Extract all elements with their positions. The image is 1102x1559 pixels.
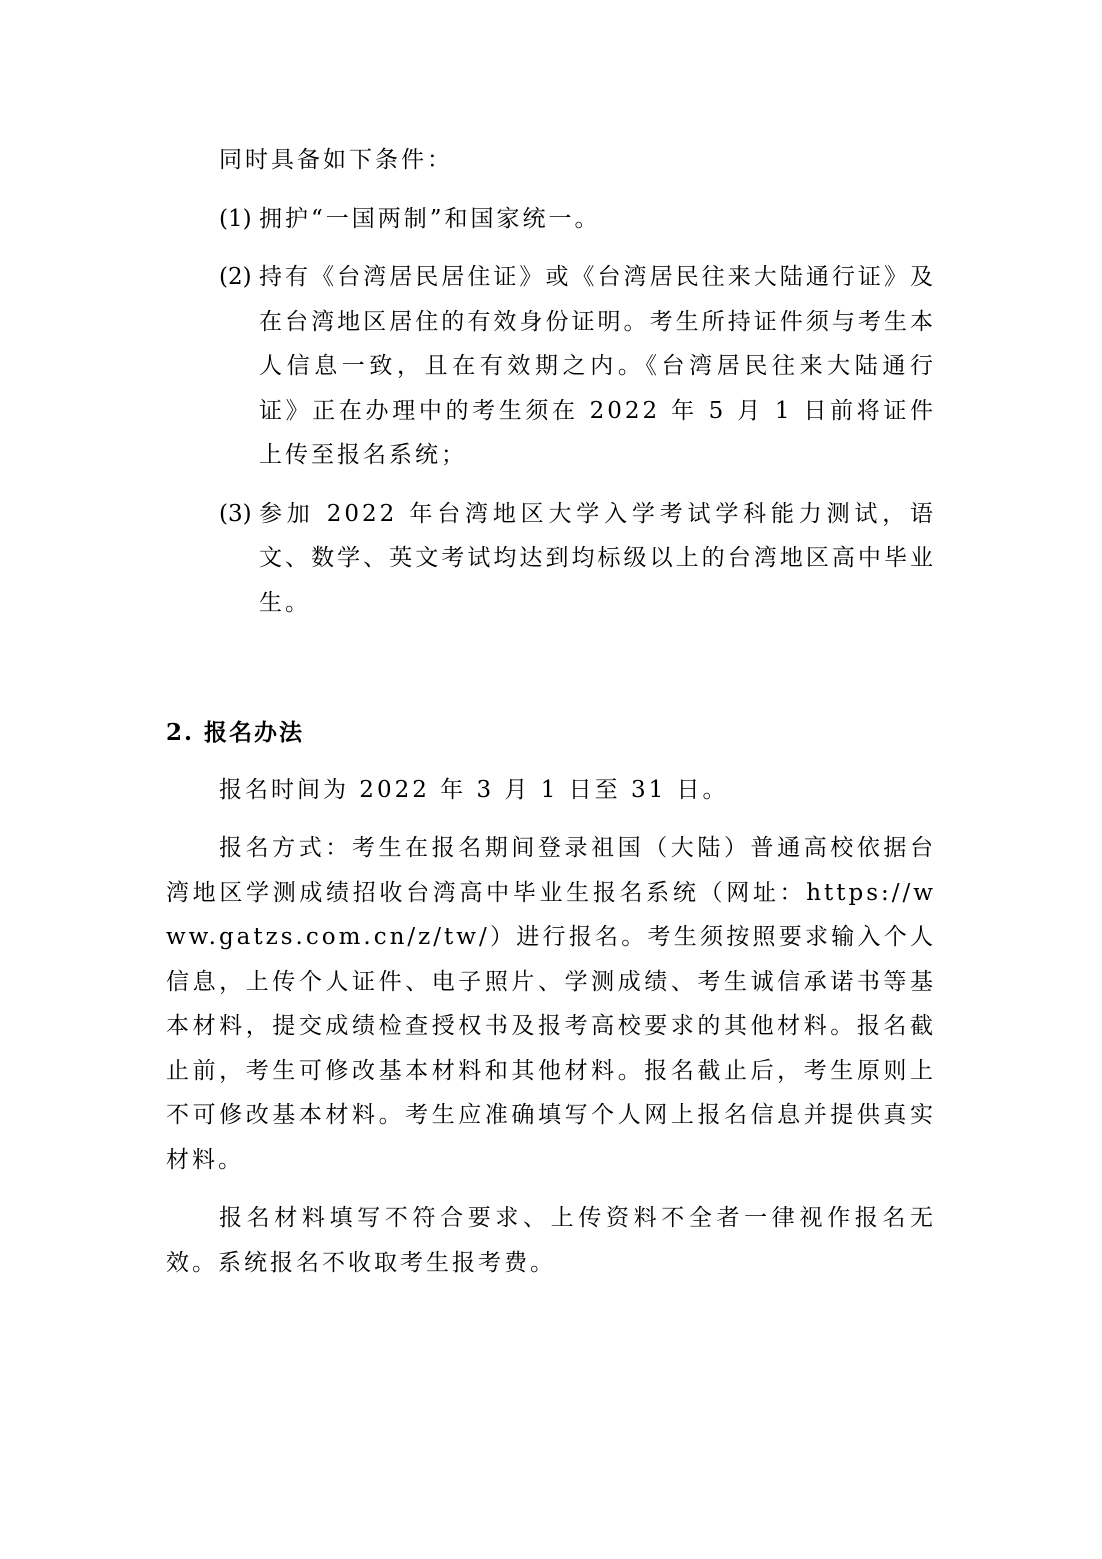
- registration-notice-paragraph: 报名材料填写不符合要求、上传资料不全者一律视作报名无效。系统报名不收取考生报考费。: [166, 1205, 936, 1276]
- condition-number: (2): [219, 264, 252, 290]
- condition-number: (3): [219, 500, 252, 527]
- condition-item-1: [219, 197, 936, 242]
- section-heading: 2. 报名办法: [166, 719, 305, 746]
- condition-text: 持有《台湾居民居住证》或《台湾居民往来大陆通行证》及在台湾地区居住的有效身份证明。考生所持证件须与考生本人信息一致，且在有效期之内。《台湾居民往来大陆通行证》正在办理中的考生须在 2022 年 5 月 1 日前将证件上传至报名系统；: [259, 264, 936, 468]
- registration-time-paragraph: 报名时间为 2022 年 3 月 1 日至 31 日。: [219, 776, 729, 803]
- condition-number: (1): [219, 205, 252, 232]
- conditions-intro: 同时具备如下条件：: [219, 147, 453, 173]
- condition-text: 拥护“一国两制”和国家统一。: [259, 205, 601, 232]
- registration-method-paragraph: 报名方式：考生在报名期间登录祖国（大陆）普通高校依据台湾地区学测成绩招收台湾高中毕业生报名系统（网址：https://www.gatzs.com.cn/z/tw/）进行报名。考生须按照要求输入个人信息，上传个人证件、电子照片、学测成绩、考生诚信承诺书等基本材料，提交成绩检查授权书及报考高校要求的其他材料。报名截止前，考生可修改基本材料和其他材料。报名截止后，考生原则上不可修改基本材料。考生应准确填写个人网上报名信息并提供真实材料。: [166, 835, 936, 1173]
- condition-text: 参加 2022 年台湾地区大学入学考试学科能力测试，语文、数学、英文考试均达到均标级以上的台湾地区高中毕业生。: [259, 500, 936, 616]
- condition-item-3: [219, 492, 936, 626]
- document-body: [166, 138, 936, 1285]
- condition-item-2: [219, 255, 936, 478]
